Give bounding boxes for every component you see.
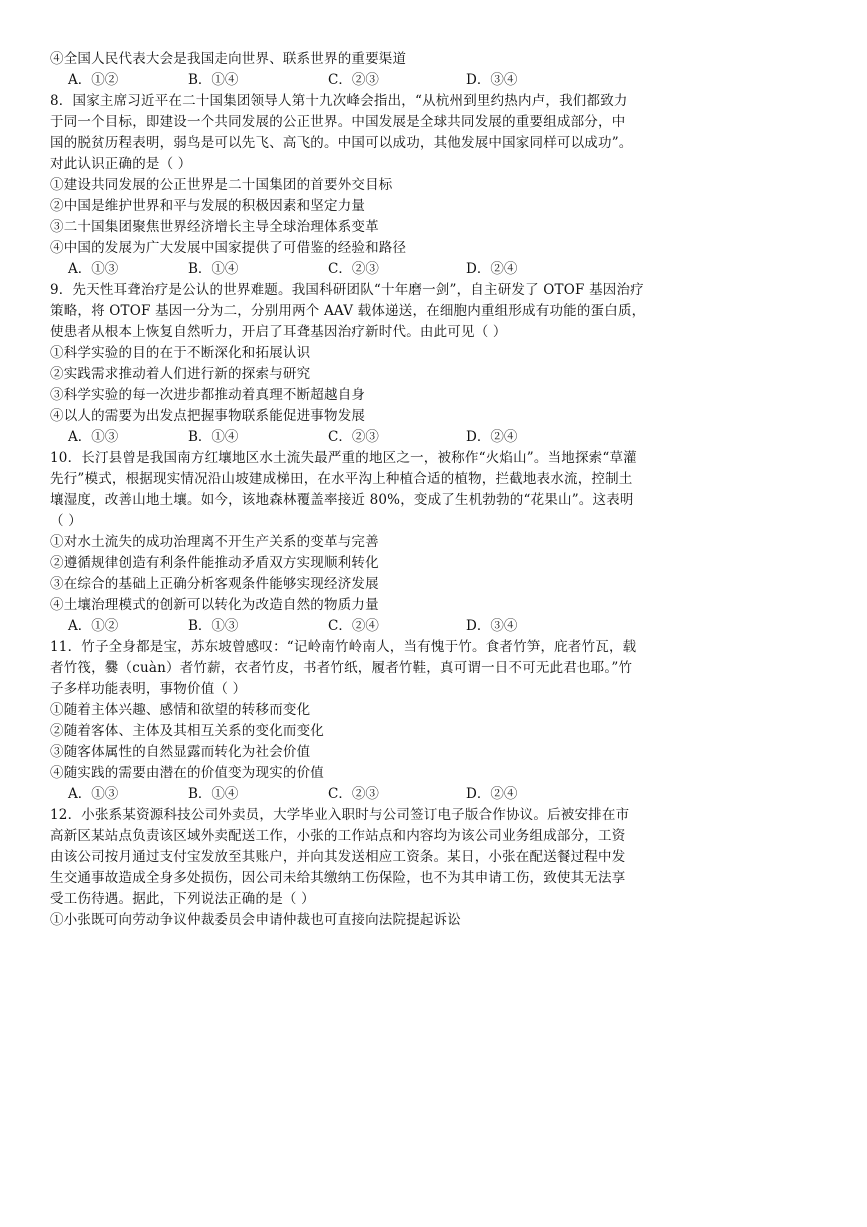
q12-stem-line-2: 高新区某站点负责该区域外卖配送工作，小张的工作站点和内容均为该公司业务组成部分，工资 bbox=[50, 828, 626, 844]
q8-stem-line-2: 于同一个目标，即建设一个共同发展的公正世界。中国发展是全球共同发展的重要组成部分，中 bbox=[50, 114, 626, 130]
q8-option-c: C．②③ bbox=[328, 261, 379, 277]
q10-option-b: B．①③ bbox=[188, 618, 239, 634]
q11-stem-line-3: 子多样功能表明，事物价值（ ） bbox=[50, 681, 247, 697]
q10-item-3: ③在综合的基础上正确分析客观条件能够实现经济发展 bbox=[50, 576, 379, 592]
q8-option-d: D．②④ bbox=[466, 261, 518, 277]
q8-item-1: ①建设共同发展的公正世界是二十国集团的首要外交目标 bbox=[50, 177, 393, 193]
q10-item-2: ②遵循规律创造有利条件能推动矛盾双方实现顺利转化 bbox=[50, 555, 379, 571]
q9-option-b: B．①④ bbox=[188, 429, 239, 445]
q11-item-4: ④随实践的需要由潜在的价值变为现实的价值 bbox=[50, 765, 324, 781]
q8-options bbox=[68, 259, 628, 280]
prev-option-a: A．①② bbox=[68, 72, 119, 88]
prev-option-b: B．①④ bbox=[188, 72, 239, 88]
q11-option-a: A．①③ bbox=[68, 786, 119, 802]
q8-option-b: B．①④ bbox=[188, 261, 239, 277]
q9-item-3: ③科学实验的每一次进步都推动着真理不断超越自身 bbox=[50, 387, 366, 403]
q11-option-c: C．②③ bbox=[328, 786, 379, 802]
q9-item-1: ①科学实验的目的在于不断深化和拓展认识 bbox=[50, 345, 311, 361]
prev-option-d: D．③④ bbox=[466, 72, 518, 88]
q10-option-a: A．①② bbox=[68, 618, 119, 634]
q10-option-c: C．②④ bbox=[328, 618, 379, 634]
q9-option-c: C．②③ bbox=[328, 429, 379, 445]
q12-stem-line-4: 生交通事故造成全身多处损伤，因公司未给其缴纳工伤保险，也不为其申请工伤，致使其无法享 bbox=[50, 870, 626, 886]
q8-item-3: ③二十国集团聚焦世界经济增长主导全球治理体系变革 bbox=[50, 219, 379, 235]
q12-item-1: ①小张既可向劳动争议仲裁委员会申请仲裁也可直接向法院提起诉讼 bbox=[50, 912, 461, 928]
q9-options bbox=[68, 427, 628, 448]
q10-item-4: ④土壤治理模式的创新可以转化为改造自然的物质力量 bbox=[50, 597, 379, 613]
q10-stem-line-2: 先行”模式，根据现实情况沿山坡建成梯田，在水平沟上种植合适的植物，拦截地表水流，控制土 bbox=[50, 471, 633, 487]
q11-option-d: D．②④ bbox=[466, 786, 518, 802]
q8-stem-line-1: 8．国家主席习近平在二十国集团领导人第十九次峰会指出，“从杭州到里约热内卢，我们都致力 bbox=[50, 93, 628, 109]
q9-stem-line-1: 9．先天性耳聋治疗是公认的世界难题。我国科研团队“十年磨一剑”，自主研发了 OTOF 基因治疗 bbox=[50, 282, 644, 298]
q8-item-2: ②中国是维护世界和平与发展的积极因素和坚定力量 bbox=[50, 198, 366, 214]
q12-stem-line-5: 受工伤待遇。据此，下列说法正确的是（ ） bbox=[50, 891, 315, 907]
q10-options bbox=[68, 616, 628, 637]
q9-option-d: D．②④ bbox=[466, 429, 518, 445]
q8-item-4: ④中国的发展为广大发展中国家提供了可借鉴的经验和路径 bbox=[50, 240, 407, 256]
q10-stem-line-4: （ ） bbox=[50, 513, 82, 529]
q8-stem-line-4: 对此认识正确的是（ ） bbox=[50, 156, 192, 172]
q10-option-d: D．③④ bbox=[466, 618, 518, 634]
q12-stem-line-3: 由该公司按月通过支付宝发放至其账户，并向其发送相应工资条。某日，小张在配送餐过程中发 bbox=[50, 849, 626, 865]
q8-option-a: A．①③ bbox=[68, 261, 119, 277]
q12-stem-line-1: 12．小张系某资源科技公司外卖员，大学毕业入职时与公司签订电子版合作协议。后被安排在市 bbox=[50, 807, 630, 823]
prev-options bbox=[68, 70, 628, 91]
q11-option-b: B．①④ bbox=[188, 786, 239, 802]
q9-option-a: A．①③ bbox=[68, 429, 119, 445]
q11-item-3: ③随客体属性的自然显露而转化为社会价值 bbox=[50, 744, 311, 760]
prev-option-c: C．②③ bbox=[328, 72, 379, 88]
q11-item-1: ①随着主体兴趣、感情和欲望的转移而变化 bbox=[50, 702, 311, 718]
q11-item-2: ②随着客体、主体及其相互关系的变化而变化 bbox=[50, 723, 324, 739]
q9-item-2: ②实践需求推动着人们进行新的探索与研究 bbox=[50, 366, 311, 382]
q11-stem-line-2: 者竹筏，爨（cuàn）者竹薪，衣者竹皮，书者竹纸，履者竹鞋，真可谓一日不可无此君也耶。”竹 bbox=[50, 660, 633, 676]
q11-options bbox=[68, 784, 628, 805]
q9-item-4: ④以人的需要为出发点把握事物联系能促进事物发展 bbox=[50, 408, 366, 424]
q10-stem-line-3: 壤湿度，改善山地土壤。如今，该地森林覆盖率接近 80%，变成了生机勃勃的“花果山”。这表明 bbox=[50, 492, 634, 508]
q10-item-1: ①对水土流失的成功治理离不开生产关系的变革与完善 bbox=[50, 534, 379, 550]
q8-stem-line-3: 国的脱贫历程表明，弱鸟是可以先飞、高飞的。中国可以成功，其他发展中国家同样可以成功”。 bbox=[50, 135, 633, 151]
prev-item-4: ④全国人民代表大会是我国走向世界、联系世界的重要渠道 bbox=[50, 51, 407, 67]
q10-stem-line-1: 10．长汀县曾是我国南方红壤地区水土流失最严重的地区之一，被称作“火焰山”。当地探索“草灌 bbox=[50, 450, 637, 466]
q9-stem-line-3: 使患者从根本上恢复自然听力，开启了耳聋基因治疗新时代。由此可见（ ） bbox=[50, 324, 507, 340]
q9-stem-line-2: 策略，将 OTOF 基因一分为二，分别用两个 AAV 载体递送，在细胞内重组形成有功能的蛋白质， bbox=[50, 303, 646, 319]
q11-stem-line-1: 11．竹子全身都是宝，苏东坡曾感叹：“记岭南竹岭南人，当有愧于竹。食者竹笋，庇者竹瓦，载 bbox=[50, 639, 637, 655]
